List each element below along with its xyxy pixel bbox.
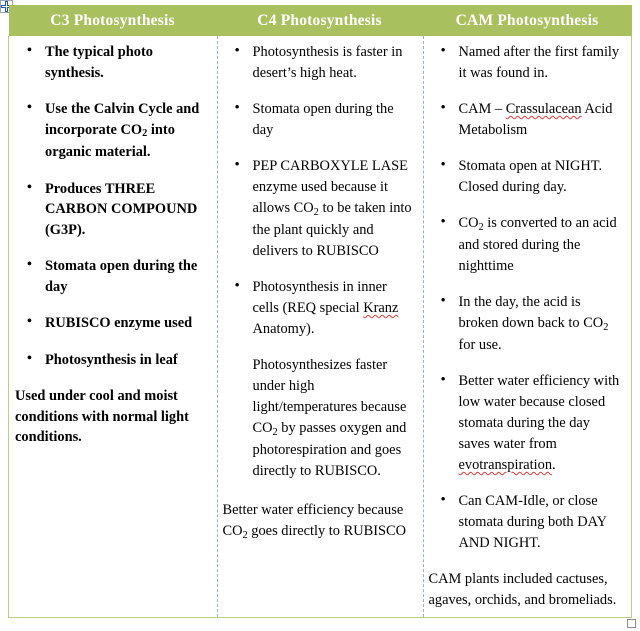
table-cell-c4 (217, 36, 423, 618)
subscript: 2 (142, 128, 148, 140)
inline-note-c4: Photosynthesizes faster under high light/temperatures because $CO_2$ by passes oxygen and photorespiration and goes directly to RUBISCO. (252, 357, 407, 479)
misspelled-word: evotranspiration (458, 457, 553, 473)
closing-paragraph-c3: Used under cool and moist conditions with normal light conditions. (15, 388, 189, 445)
list-item: • Photosynthesis in inner cells (REQ special Kranz Anatomy). (223, 277, 415, 340)
subscript: 2 (478, 221, 484, 233)
misspelled-word: Kranz (363, 300, 399, 316)
list-item: • RUBISCO enzyme used (15, 313, 209, 334)
table-cell-c3 (9, 36, 217, 618)
column-header-cam: CAM Photosynthesis (423, 5, 632, 36)
table-resize-handle[interactable] (627, 619, 636, 628)
photosynthesis-comparison-table (8, 5, 632, 618)
misspelled-word: Crassulacean (505, 101, 582, 117)
cell-content-cam (423, 36, 632, 617)
bullet-list-c4 (223, 42, 415, 340)
list-item: • CAM – Crassulacean Acid Metabolism (429, 99, 624, 141)
bullet-list-c3 (15, 42, 209, 370)
list-item: • Better water efficiency with low water because closed stomata during the day saves water from evotranspiration. (429, 371, 624, 476)
column-header-c3: C3 Photosynthesis (9, 5, 217, 36)
column-header-c4: C4 Photosynthesis (217, 5, 423, 36)
subscript: 2 (603, 321, 609, 333)
list-item: • Stomata open during the day (15, 256, 209, 297)
list-item: • Stomata open at NIGHT. Closed during day. (429, 156, 624, 198)
list-item: • $CO_2$ is converted to an acid and stored during the nighttime (429, 213, 624, 277)
list-item: • The typical photo synthesis. (15, 42, 209, 83)
list-item: • PEP CARBOXYLE LASE enzyme used because it allows $CO_2$ to be taken into the plant quickly and delivers to RUBISCO (223, 156, 415, 262)
closing-paragraph-cam: CAM plants included cactuses, agaves, orchids, and bromeliads. (428, 571, 617, 608)
list-item: • Stomata open during the day (223, 99, 415, 141)
list-item: • Use the Calvin Cycle and incorporate $CO_2$ into organic material. (15, 99, 209, 163)
table-body-row (9, 36, 632, 618)
list-item: • Named after the first family it was found in. (429, 42, 624, 84)
list-item: • Photosynthesis is faster in desert’s high heat. (223, 42, 415, 84)
list-item: • Can CAM-Idle, or close stomata during both DAY AND NIGHT. (429, 491, 624, 554)
table-header-row (9, 5, 632, 36)
subscript: 2 (272, 426, 278, 438)
subscript: 2 (313, 206, 319, 218)
list-item: • Photosynthesis in leaf (15, 350, 209, 371)
table-cell-cam (423, 36, 632, 618)
cell-content-c3 (9, 36, 217, 617)
list-item: • In the day, the acid is broken down back to $CO_2$ for use. (429, 292, 624, 356)
closing-paragraph-c4: Better water efficiency because $CO_2$ goes directly to RUBISCO (222, 502, 406, 541)
list-item: • Produces THREE CARBON COMPOUND (G3P). (15, 179, 209, 241)
bullet-list-cam (429, 42, 624, 554)
comparison-table-wrapper (8, 5, 631, 618)
subscript: 2 (242, 529, 248, 541)
cell-content-c4 (217, 36, 423, 617)
